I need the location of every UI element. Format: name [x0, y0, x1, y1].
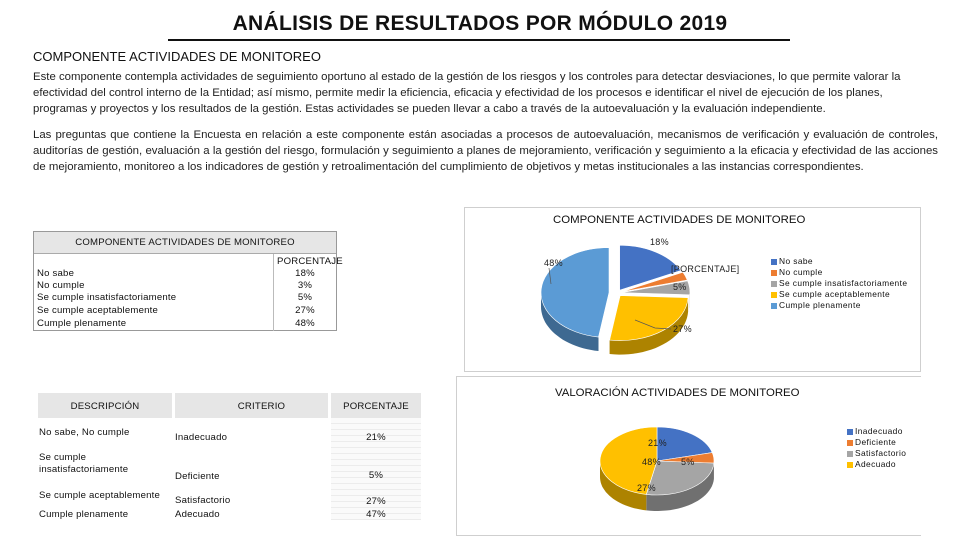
table-row-value: 5% [297, 292, 313, 303]
legend-swatch [847, 440, 853, 446]
table-row-label: No cumple [37, 280, 85, 291]
legend-label: Deficiente [855, 437, 897, 447]
table-row-value: 18% [295, 268, 315, 279]
chart-legend [847, 426, 906, 470]
table-row-value: 48% [295, 318, 315, 329]
legend-label: Inadecuado [855, 426, 903, 436]
legend-swatch [771, 281, 777, 287]
chart-title: VALORACIÓN ACTIVIDADES DE MONITOREO [555, 387, 800, 399]
legend-swatch [847, 451, 853, 457]
legend-item-deficiente [847, 437, 906, 448]
percentage-column-header: PORCENTAJE [277, 256, 343, 267]
percentage-header: PORCENTAJE [343, 401, 409, 412]
monitoring-chart-panel [464, 207, 921, 372]
legend-swatch [771, 270, 777, 276]
description-cell: Cumple plenamente [39, 509, 129, 520]
section-subtitle: COMPONENTE ACTIVIDADES DE MONITOREO [33, 49, 321, 64]
legend-label: Satisfactorio [855, 448, 907, 458]
legend-swatch [771, 259, 777, 265]
table-row-label: Se cumple aceptablemente [37, 305, 159, 316]
table-row-label: No sabe [37, 268, 75, 279]
percentage-cell: 27% [366, 496, 386, 507]
legend-label: No sabe [779, 256, 813, 266]
title-underline [168, 39, 790, 41]
data-label-se-cumple-insatisfactoriamente: 5% [673, 282, 687, 292]
description-header: DESCRIPCIÓN [70, 401, 140, 412]
table-divider [273, 254, 274, 331]
data-label-se-cumple-aceptablemente: 27% [673, 324, 692, 334]
legend-label: Cumple plenamente [779, 300, 861, 310]
criteria-cell: Adecuado [175, 509, 220, 520]
legend-item-inadecuado [847, 426, 906, 437]
legend-label: No cumple [779, 267, 823, 277]
legend-swatch [847, 429, 853, 435]
legend-item-no-cumple [771, 267, 907, 278]
table-row-label: Se cumple insatisfactoriamente [37, 292, 177, 303]
data-label-adecuado: 48% [642, 457, 661, 467]
criteria-cell: Deficiente [175, 471, 220, 482]
legend-item-no-sabe [771, 256, 907, 267]
table-row-label: Cumple plenamente [37, 318, 127, 329]
criteria-table [33, 393, 421, 520]
chart-title: COMPONENTE ACTIVIDADES DE MONITOREO [553, 214, 806, 226]
legend-item-cumple-plenamente [771, 300, 907, 311]
data-label-satisfactorio: 27% [637, 483, 656, 493]
percentage-cell: 21% [366, 432, 386, 443]
criteria-cell: Satisfactorio [175, 495, 231, 506]
valuation-chart-panel [456, 376, 921, 536]
chart-legend [771, 256, 907, 311]
legend-item-adecuado [847, 459, 906, 470]
legend-item-se-cumple-aceptablemente [771, 289, 907, 300]
description-cell: Se cumple insatisfactoriamente [39, 452, 129, 475]
questions-paragraph: Las preguntas que contiene la Encuesta en relación a este componente están asociadas a procesos de autoevaluación, mecanismos de verificación y evaluación de controles, auditorías de gestión, evaluación a la gestión del riesgo, formulación y seguimiento a planes de mejoramiento, verificación y seguimiento a la eficacia y efectividad de las acciones de mejoramiento, monitoreo a los indicadores de gestión y retroalimentación del cumplimiento de objetivos y metas institucionales a las instancias correspondientes. [33, 129, 938, 174]
data-label-inadecuado: 21% [648, 438, 667, 448]
percentage-table-header: COMPONENTE ACTIVIDADES DE MONITOREO [34, 232, 336, 254]
data-label-deficiente: 5% [681, 457, 695, 467]
intro-paragraph: Este componente contempla actividades de seguimiento oportuno al estado de la gestión de los riesgos y los controles para detectar desviaciones, lo que permite valorar la efectividad del control interno de la Entidad; así mismo, permite medir la eficiencia, eficacia y efectividad de los procesos e identificar el nivel de ejecución de los planes, programas y proyectos y los resultados de la gestión. Estas actividades se pueden llevar a cabo a través de la autoevaluación y la evaluación independiente. [33, 71, 901, 116]
criteria-cell: Inadecuado [175, 432, 228, 443]
percentage-table [33, 231, 343, 331]
table-row-value: 27% [295, 305, 315, 316]
page-title: ANÁLISIS DE RESULTADOS POR MÓDULO 2019 [232, 12, 728, 35]
legend-swatch [847, 462, 853, 468]
criteria-header: CRITERIO [237, 401, 286, 412]
legend-label: Se cumple insatisfactoriamente [779, 278, 908, 288]
legend-item-satisfactorio [847, 448, 906, 459]
percentage-cell: 5% [368, 470, 384, 481]
table-row-value: 3% [297, 280, 313, 291]
percentage-cell: 47% [366, 509, 386, 520]
data-label-no-sabe: 18% [650, 237, 669, 247]
legend-label: Adecuado [855, 459, 896, 469]
legend-swatch [771, 303, 777, 309]
data-label-no-cumple: [PORCENTAJE] [671, 264, 740, 274]
data-label-cumple-plenamente: 48% [544, 258, 563, 268]
legend-label: Se cumple aceptablemente [779, 289, 891, 299]
description-cell: Se cumple aceptablemente [39, 490, 161, 501]
legend-item-se-cumple-insatisfactoriamente [771, 278, 907, 289]
legend-swatch [771, 292, 777, 298]
description-cell: No sabe, No cumple [39, 427, 130, 438]
